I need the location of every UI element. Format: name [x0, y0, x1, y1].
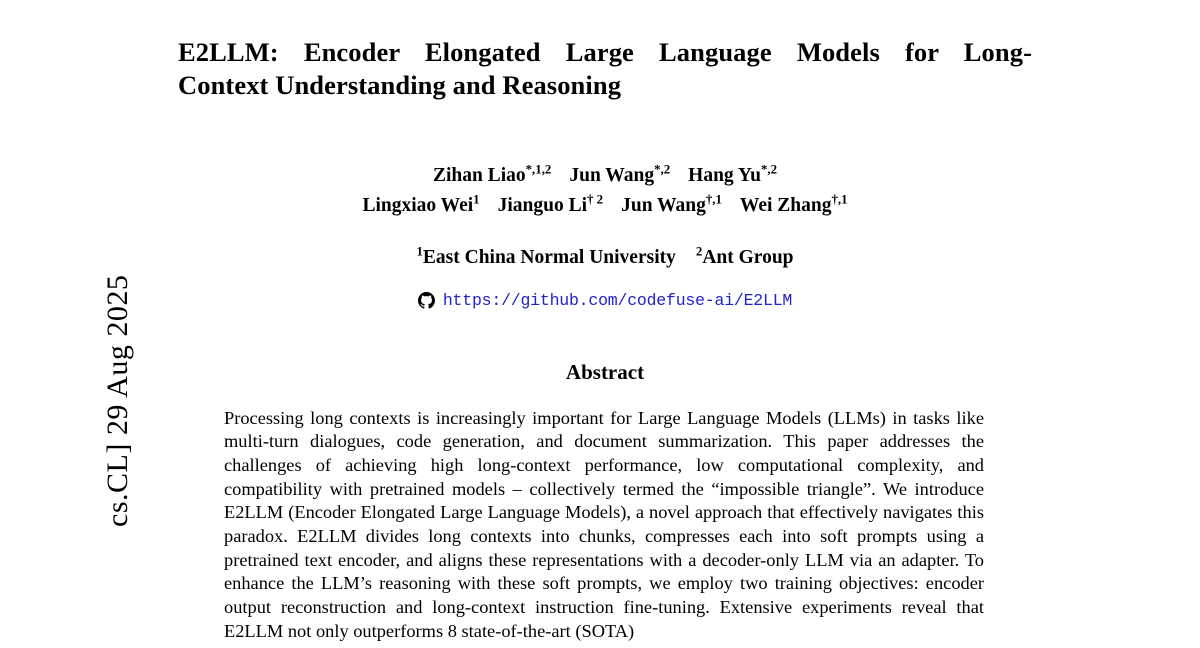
author-name: Zihan Liao [432, 165, 526, 187]
author-name: Wei Zhang [739, 195, 832, 217]
author-affiliation-marker: 1 [473, 192, 480, 207]
paper-page [178, 0, 1032, 648]
author-name: Jun Wang [621, 195, 706, 217]
title-line-1: E2LLM: Encoder Elongated Large Language Models for Long- [178, 37, 1032, 67]
author [432, 162, 552, 187]
arxiv-identifier-stamp: cs.CL] 29 Aug 2025 [101, 274, 134, 527]
author-affiliation-marker: † 2 [587, 192, 604, 207]
author [739, 192, 848, 217]
author [569, 162, 671, 187]
affiliation [416, 244, 676, 268]
author-affiliation-marker: †,1 [705, 192, 722, 207]
author-name: Jun Wang [569, 165, 655, 187]
abstract-text: Processing long contexts is increasingly important for Large Language Models (LLMs) in tasks like multi-turn dialogues, code generation, and document summarization. This paper addresses the challenges of achieving high long-context performance, low computational complexity, and compatibility with pretrained models – collectively termed the “impossible triangle”. We introduce E2LLM (Encoder Elongated Large Language Models), a novel approach that effectively navigates this paradox. E2LLM divides long contexts into chunks, compresses each into soft prompts using a pretrained text encoder, and aligns these representations with a decoder-only LLM via an adapter. To enhance the LLM’s reasoning with these soft prompts, we employ two training objectives: encoder output reconstruction and long-context instruction fine-tuning. Extensive experiments reveal that E2LLM not only outperforms 8 state-of-the-art (SOTA) [224, 407, 984, 641]
author-affiliation-marker: *,2 [760, 162, 778, 177]
repository-url-link[interactable]: https://github.com/codefuse-ai/E2LLM [442, 290, 793, 310]
author-row-1 [178, 161, 1032, 191]
author [688, 162, 778, 187]
github-icon [418, 292, 435, 309]
affiliation-marker: 1 [416, 244, 423, 259]
page-title [178, 0, 1032, 103]
author-affiliation-marker: †,1 [831, 192, 848, 207]
author-name: Hang Yu [688, 165, 761, 187]
author-affiliation-marker: *,2 [654, 162, 671, 177]
author [362, 192, 480, 217]
author-name: Lingxiao Wei [362, 195, 474, 217]
affiliation-name: Ant Group [702, 246, 794, 268]
author [497, 192, 604, 217]
repository-link-row[interactable] [178, 291, 1032, 310]
affiliation-marker: 2 [695, 244, 703, 259]
author-list [178, 161, 1032, 221]
author-row-2 [178, 191, 1032, 221]
author-affiliation-marker: *,1,2 [525, 162, 552, 177]
author-name: Jianguo Li [497, 195, 588, 217]
affiliation [695, 244, 794, 268]
affiliation-name: East China Normal University [422, 246, 676, 268]
affiliation-list [178, 244, 1032, 269]
title-line-2: Context Understanding and Reasoning [178, 70, 622, 101]
abstract-heading: Abstract [565, 359, 645, 384]
author [621, 192, 722, 217]
